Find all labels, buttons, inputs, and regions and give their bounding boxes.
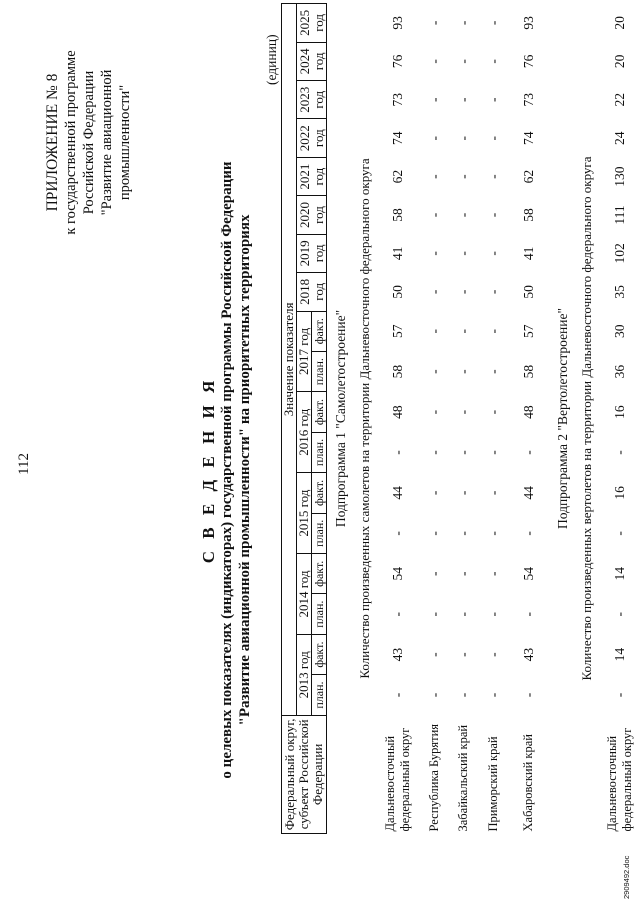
cell: 62	[520, 169, 536, 184]
cell: 130	[611, 166, 627, 187]
cell: 24	[611, 131, 627, 145]
cell: -	[455, 212, 471, 218]
header-year: 2023 год	[297, 81, 327, 119]
cell: -	[426, 59, 442, 64]
cell: 35	[611, 285, 627, 299]
cell: -	[455, 531, 471, 536]
cell: -	[455, 692, 471, 698]
cell: -	[426, 409, 442, 415]
row-region: Республика Бурятия	[427, 723, 441, 832]
cell: -	[455, 490, 471, 496]
cell: -	[485, 135, 501, 141]
header-plan: план.	[312, 351, 327, 391]
appendix-line: к государственной программе	[63, 50, 79, 235]
cell: 20	[611, 16, 627, 30]
cell: -	[520, 692, 536, 698]
title-line: "Развитие авиационной промышленности" на приоритетных территориях	[237, 214, 253, 726]
indicator-name: Количество произведенных самолетов на территории Дальневосточного федерального округа	[356, 158, 372, 679]
cell: -	[455, 328, 471, 334]
units-label: (единиц)	[264, 34, 279, 85]
header-fact: факт.	[312, 311, 327, 351]
cell: 36	[611, 364, 627, 379]
cell: 44	[389, 486, 405, 500]
cell: 48	[520, 405, 536, 419]
appendix-line: "Развитие авиационной	[99, 69, 115, 216]
header-fact: факт.	[312, 554, 327, 594]
cell: 54	[520, 567, 536, 581]
cell: 50	[389, 285, 405, 299]
cell: -	[485, 652, 501, 657]
appendix-block	[44, 5, 134, 280]
cell: -	[485, 289, 501, 295]
appendix-heading: ПРИЛОЖЕНИЕ № 8	[44, 73, 61, 212]
header-year: 2017 год	[297, 311, 312, 392]
table-row	[375, 4, 421, 834]
cell: -	[455, 97, 471, 103]
cell: -	[426, 328, 442, 334]
cell: 20	[611, 54, 627, 69]
cell: -	[611, 531, 627, 536]
cell: -	[485, 409, 501, 415]
cell: 58	[389, 364, 405, 379]
cell: -	[389, 692, 405, 698]
cell: -	[426, 174, 442, 179]
cell: -	[485, 328, 501, 334]
header-plan: план.	[312, 594, 327, 634]
header-year: 2021 год	[297, 157, 327, 195]
cell: 76	[389, 54, 405, 69]
indicators-table	[281, 3, 640, 834]
header-plan: план.	[312, 675, 327, 715]
header-plan: план.	[312, 432, 327, 472]
cell: -	[611, 692, 627, 698]
cell: -	[485, 571, 501, 577]
cell: 111	[611, 205, 627, 225]
header-region: Федеральный округ, субъект Российской Федерации	[282, 715, 327, 833]
cell: -	[426, 611, 442, 617]
cell: 102	[611, 243, 627, 264]
cell: 73	[389, 93, 405, 107]
cell: 76	[520, 54, 536, 69]
cell: -	[520, 531, 536, 536]
cell: -	[426, 212, 442, 218]
cell: -	[455, 450, 471, 455]
cell: -	[426, 289, 442, 295]
header-year: 2016 год	[297, 392, 312, 473]
cell: 50	[520, 285, 536, 299]
cell: 93	[389, 16, 405, 30]
cell: 57	[389, 324, 405, 338]
header-year: 2020 год	[297, 196, 327, 234]
row-region: Дальневосточный федеральный округ	[604, 727, 634, 832]
cell: 48	[389, 405, 405, 419]
cell: -	[520, 611, 536, 617]
appendix-line: Российской Федерации	[81, 70, 97, 215]
header-year: 2022 год	[297, 119, 327, 157]
cell: -	[426, 692, 442, 698]
cell: 16	[611, 486, 627, 500]
cell: 14	[611, 647, 627, 662]
header-year: 2014 год	[297, 554, 312, 635]
header-year: 2025 год	[297, 4, 327, 43]
row-region: Хабаровский край	[521, 734, 535, 832]
cell: -	[485, 531, 501, 536]
cell: 62	[389, 169, 405, 184]
header-year: 2019 год	[297, 234, 327, 272]
cell: -	[485, 369, 501, 374]
subprogram-title: Подпрограмма 1 "Самолетостроение"	[332, 309, 348, 528]
table-row	[449, 4, 479, 834]
cell: 43	[520, 647, 536, 662]
header-year: 2013 год	[297, 634, 312, 715]
title-line: о целевых показателях (индикаторах) государственной программы Российской Федерации	[219, 161, 235, 779]
cell: 58	[520, 364, 536, 379]
subprogram-title: Подпрограмма 2 "Вертолетостроение"	[554, 307, 570, 530]
row-region: Забайкальский край	[456, 724, 470, 832]
cell: -	[426, 490, 442, 496]
cell: 16	[611, 405, 627, 419]
cell: 41	[389, 246, 405, 261]
table-row	[421, 4, 449, 834]
cell: -	[426, 450, 442, 455]
cell: -	[426, 135, 442, 141]
cell: -	[389, 450, 405, 455]
cell: -	[520, 450, 536, 455]
cell: 58	[520, 208, 536, 222]
cell: -	[485, 212, 501, 218]
cell: -	[426, 369, 442, 374]
cell: -	[426, 571, 442, 577]
cell: -	[426, 97, 442, 103]
cell: -	[485, 490, 501, 496]
cell: 41	[520, 246, 536, 261]
cell: 22	[611, 93, 627, 107]
cell: 54	[389, 567, 405, 581]
row-region: Приморский край	[486, 736, 500, 832]
cell: -	[485, 450, 501, 455]
document-title	[200, 80, 254, 860]
cell: -	[455, 251, 471, 256]
cell: -	[455, 611, 471, 617]
appendix-line: промышленности"	[117, 84, 133, 201]
cell: -	[426, 20, 442, 26]
title-main: С В Е Д Е Н И Я	[199, 376, 218, 564]
cell: 58	[389, 208, 405, 222]
cell: -	[426, 251, 442, 256]
header-fact: факт.	[312, 392, 327, 432]
indicator-name: Количество произведенных вертолетов на территории Дальневосточного федерального округа	[578, 156, 594, 681]
header-year: 2024 год	[297, 42, 327, 80]
header-fact: факт.	[312, 473, 327, 513]
table-body	[327, 4, 640, 834]
header-fact: факт.	[312, 634, 327, 674]
cell: -	[455, 59, 471, 64]
header-value-group: Значение показателя	[282, 4, 297, 716]
table-row	[597, 4, 640, 834]
cell: -	[455, 289, 471, 295]
header-year: 2015 год	[297, 473, 312, 554]
cell: -	[611, 450, 627, 455]
page-number: 112	[16, 453, 32, 475]
cell: -	[389, 611, 405, 617]
cell: 74	[389, 131, 405, 145]
cell: -	[389, 531, 405, 536]
cell: 57	[520, 324, 536, 338]
cell: 74	[520, 131, 536, 145]
cell: -	[485, 20, 501, 26]
cell: -	[455, 174, 471, 179]
cell: -	[485, 611, 501, 617]
cell: -	[611, 611, 627, 617]
cell: -	[455, 571, 471, 577]
cell: -	[455, 369, 471, 374]
header-plan: план.	[312, 513, 327, 553]
cell: 44	[520, 486, 536, 500]
row-region: Дальневосточный федеральный округ	[382, 727, 412, 832]
cell: -	[455, 652, 471, 657]
file-footer: 2909492.doc	[622, 855, 631, 899]
cell: 14	[611, 567, 627, 581]
cell: -	[485, 59, 501, 64]
cell: -	[485, 97, 501, 103]
cell: -	[455, 20, 471, 26]
header-year: 2018 год	[297, 273, 327, 311]
cell: 30	[611, 324, 627, 338]
cell: -	[485, 692, 501, 698]
cell: -	[485, 174, 501, 179]
cell: -	[485, 251, 501, 256]
cell: 43	[389, 647, 405, 662]
cell: -	[455, 135, 471, 141]
table-row	[509, 4, 549, 834]
cell: -	[455, 409, 471, 415]
cell: -	[426, 531, 442, 536]
table-row	[479, 4, 509, 834]
cell: -	[426, 652, 442, 657]
cell: 73	[520, 93, 536, 107]
cell: 93	[520, 16, 536, 30]
